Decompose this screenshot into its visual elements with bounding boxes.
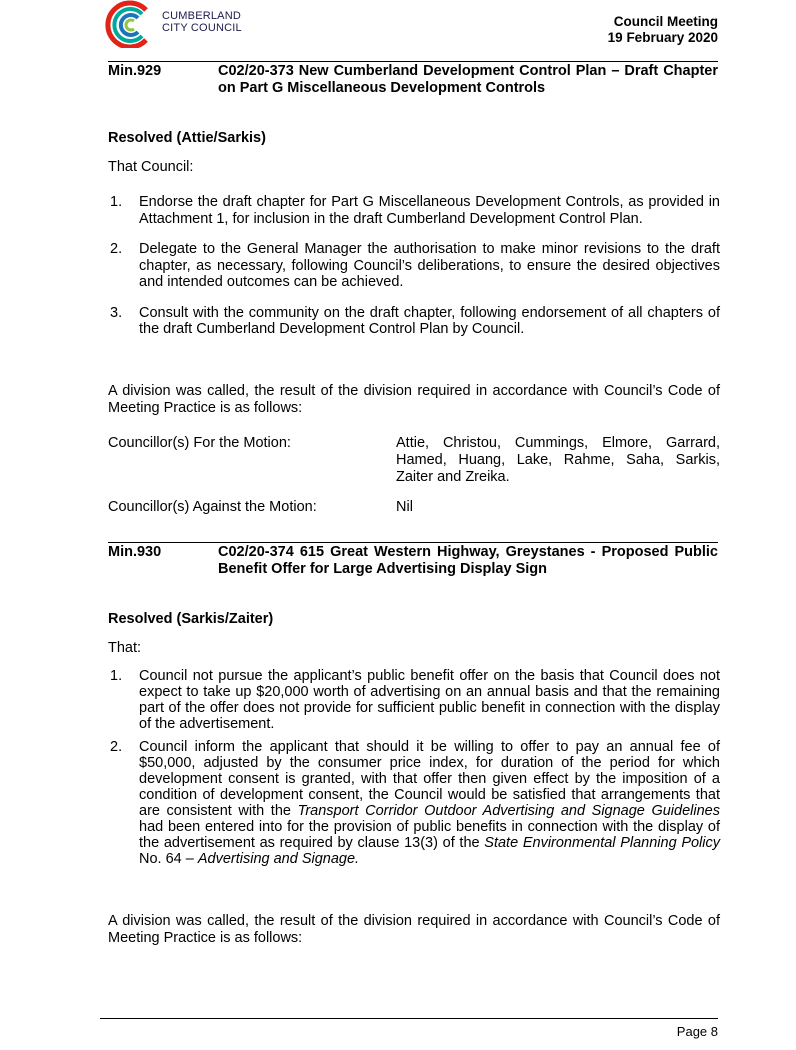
minute-number: Min.930: [108, 544, 162, 560]
council-name-line1: CUMBERLAND: [162, 10, 242, 22]
division-text: A division was called, the result of the division required in accordance with Council’s Code of Meeting Practice is as follows:: [108, 383, 720, 416]
vote-against-label: Councillor(s) Against the Motion:: [108, 499, 317, 515]
resolved-heading: Resolved (Attie/Sarkis): [108, 130, 266, 146]
list-item: 1. Endorse the draft chapter for Part G Miscellaneous Development Controls, as provided in Attachment 1, for inclusion in the draft Cumberland Development Control Plan.: [110, 194, 720, 227]
meeting-title: Council Meeting: [613, 14, 718, 29]
section-rule: [108, 542, 718, 543]
resolution-intro: That Council:: [108, 159, 194, 175]
minute-title: C02/20-373 New Cumberland Development Control Plan – Draft Chapter on Part G Miscellaneous Development Controls: [218, 63, 718, 96]
vote-for-label: Councillor(s) For the Motion:: [108, 435, 291, 451]
council-name: [162, 10, 242, 34]
meeting-info: [608, 14, 718, 46]
list-item: 2. Council inform the applicant that should it be willing to offer to pay an annual fee of $50,000, adjusted by the consumer price index, for duration of the period for which development consent is granted, with that offer then given effect by the imposition of a condition of development consent, the Council would be satisfied that arrangements that are consistent with the Transport Corridor Outdoor Advertising and Signage Guidelines had been entered into for the provision of public benefits in connection with the display of the advertisement as required by clause 13(3) of the State Environmental Planning Policy No. 64 – Advertising and Signage.: [110, 739, 721, 867]
page-number: Page 8: [676, 1024, 718, 1039]
meeting-date: 19 February 2020: [607, 30, 718, 45]
council-logo: [100, 0, 156, 48]
list-item: 3. Consult with the community on the draft chapter, following endorsement of all chapters of the draft Cumberland Development Control Plan by Council.: [110, 304, 720, 337]
resolution-intro: That:: [108, 640, 142, 656]
vote-for-value: Attie, Christou, Cummings, Elmore, Garrard, Hamed, Huang, Lake, Rahme, Saha, Sarkis, Zaiter and Zreika.: [396, 435, 720, 485]
division-text: A division was called, the result of the division required in accordance with Council’s Code of Meeting Practice is as follows:: [108, 913, 720, 946]
list-item: 2. Delegate to the General Manager the authorisation to make minor revisions to the draft chapter, as necessary, following Council’s deliberations, to ensure the desired objectives and intended outcomes can be achieved.: [110, 241, 720, 290]
minute-title: C02/20-374 615 Great Western Highway, Greystanes - Proposed Public Benefit Offer for Large Advertising Display Sign: [218, 544, 718, 577]
footer-rule: [100, 1018, 718, 1019]
list-item: 1. Council not pursue the applicant’s public benefit offer on the basis that Council does not expect to take up $20,000 worth of advertising on an annual basis and that the remaining part of the offer does not provide for sufficient public benefit in connection with the display of the advertisement.: [110, 668, 720, 732]
vote-against-value: Nil: [396, 499, 413, 515]
council-name-line2: CITY COUNCIL: [162, 22, 242, 34]
resolution-list: [108, 194, 720, 338]
section-rule: [108, 61, 718, 62]
minute-number: Min.929: [108, 63, 162, 79]
resolved-heading: Resolved (Sarkis/Zaiter): [108, 611, 274, 627]
resolution-list: [108, 668, 720, 867]
